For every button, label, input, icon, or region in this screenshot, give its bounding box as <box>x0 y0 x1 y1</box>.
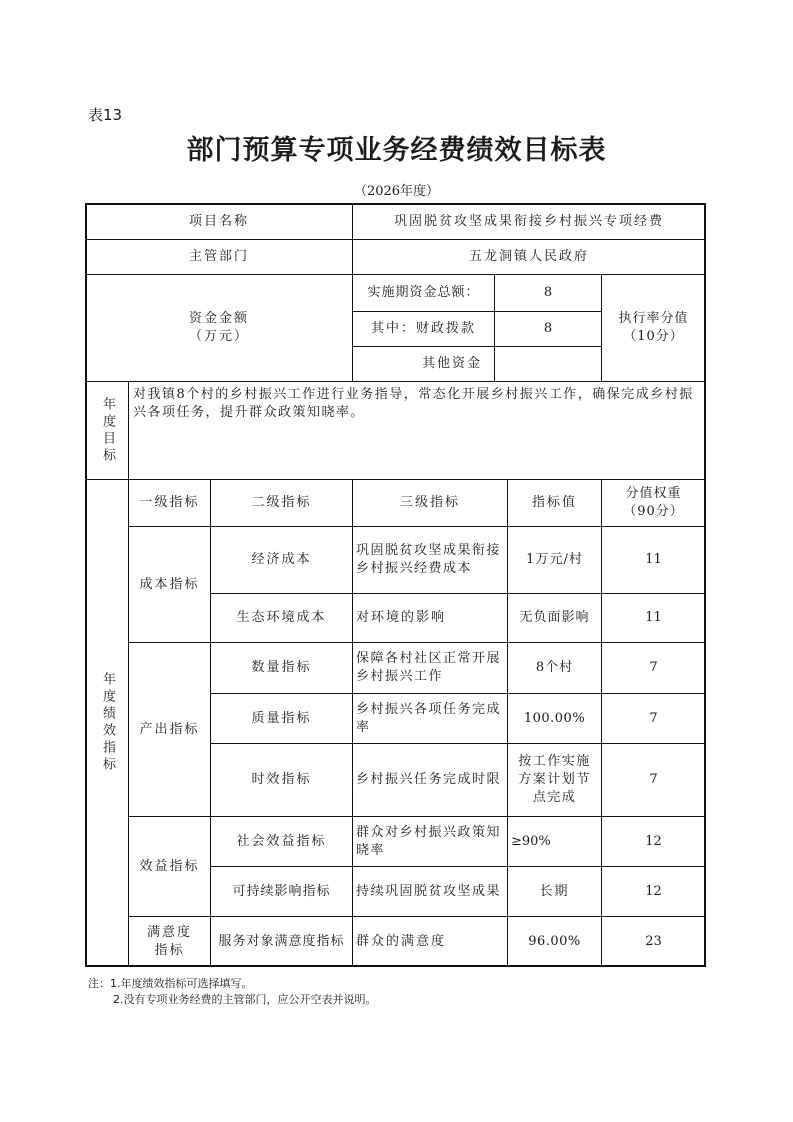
header-weight: 分值权重 （90分） <box>601 479 706 527</box>
annual-goal-text: 对我镇8个村的乡村振兴工作进行业务指导，常态化开展乡村振兴工作，确保完成乡村振兴各项任务，提升群众政策知晓率。 <box>128 381 706 480</box>
header-level1: 一级指标 <box>128 479 211 527</box>
project-name-label: 项目名称 <box>85 203 353 240</box>
annual-goal-label: 年度目标 <box>85 381 129 480</box>
row-level2: 可持续影响指标 <box>210 866 353 917</box>
funds-fiscal-value: 8 <box>494 311 602 347</box>
row-level3: 保障各村社区正常开展乡村振兴工作 <box>352 642 508 694</box>
row-value: 无负面影响 <box>507 593 602 643</box>
row-weight: 23 <box>601 916 706 967</box>
row-weight: 7 <box>601 743 706 817</box>
header-level2: 二级指标 <box>210 479 353 527</box>
group-level1: 产出指标 <box>128 642 211 817</box>
row-weight: 11 <box>601 593 706 643</box>
row-level3: 乡村振兴各项任务完成率 <box>352 693 508 744</box>
department-value: 五龙洞镇人民政府 <box>352 239 706 275</box>
note-2: 2.没有专项业务经费的主管部门，应公开空表并说明。 <box>113 993 377 1006</box>
fiscal-year: （2026年度） <box>353 184 440 199</box>
row-level2: 服务对象满意度指标 <box>210 916 353 967</box>
row-level3: 持续巩固脱贫攻坚成果 <box>352 866 508 917</box>
page-title: 部门预算专项业务经费绩效目标表 <box>186 135 607 166</box>
row-weight: 12 <box>601 866 706 917</box>
group-level1: 效益指标 <box>128 816 211 917</box>
row-level2: 数量指标 <box>210 642 353 694</box>
row-value: 96.00% <box>507 916 602 967</box>
header-level3: 三级指标 <box>352 479 508 527</box>
row-value: 1万元/村 <box>507 526 602 594</box>
indicators-label: 年度绩效指标 <box>85 479 129 967</box>
row-weight: 11 <box>601 526 706 594</box>
table-number: 表13 <box>88 106 123 124</box>
funds-other-value <box>494 346 602 382</box>
row-weight: 12 <box>601 816 706 867</box>
row-level3: 巩固脱贫攻坚成果衔接乡村振兴经费成本 <box>352 526 508 594</box>
header-value: 指标值 <box>507 479 602 527</box>
footnotes <box>88 976 377 1008</box>
funds-total-label: 实施期资金总额： <box>352 274 495 312</box>
department-label: 主管部门 <box>85 239 353 275</box>
row-value: ≥90% <box>507 816 602 867</box>
funds-other-label: 其他资金 <box>352 346 495 382</box>
group-level1: 成本指标 <box>128 526 211 643</box>
row-level2: 社会效益指标 <box>210 816 353 867</box>
row-value: 长期 <box>507 866 602 917</box>
row-level3: 对环境的影响 <box>352 593 508 643</box>
note-1: 注：1.年度绩效指标可选择填写。 <box>88 977 253 990</box>
funds-fiscal-label: 其中：财政拨款 <box>352 311 495 347</box>
row-level2: 经济成本 <box>210 526 353 594</box>
funds-label: 资金金额 （万元） <box>85 274 353 382</box>
execution-rate-score: 执行率分值 （10分） <box>601 274 706 382</box>
row-value: 8个村 <box>507 642 602 694</box>
row-level3: 群众的满意度 <box>352 916 508 967</box>
row-level2: 质量指标 <box>210 693 353 744</box>
row-weight: 7 <box>601 642 706 694</box>
funds-total-value: 8 <box>494 274 602 312</box>
row-weight: 7 <box>601 693 706 744</box>
project-name-value: 巩固脱贫攻坚成果衔接乡村振兴专项经费 <box>352 203 706 240</box>
row-value: 100.00% <box>507 693 602 744</box>
row-level3: 群众对乡村振兴政策知晓率 <box>352 816 508 867</box>
row-level3: 乡村振兴任务完成时限 <box>352 743 508 817</box>
row-level2: 时效指标 <box>210 743 353 817</box>
row-value: 按工作实施方案计划节点完成 <box>507 743 602 817</box>
row-level2: 生态环境成本 <box>210 593 353 643</box>
group-level1: 满意度指标 <box>128 916 211 967</box>
